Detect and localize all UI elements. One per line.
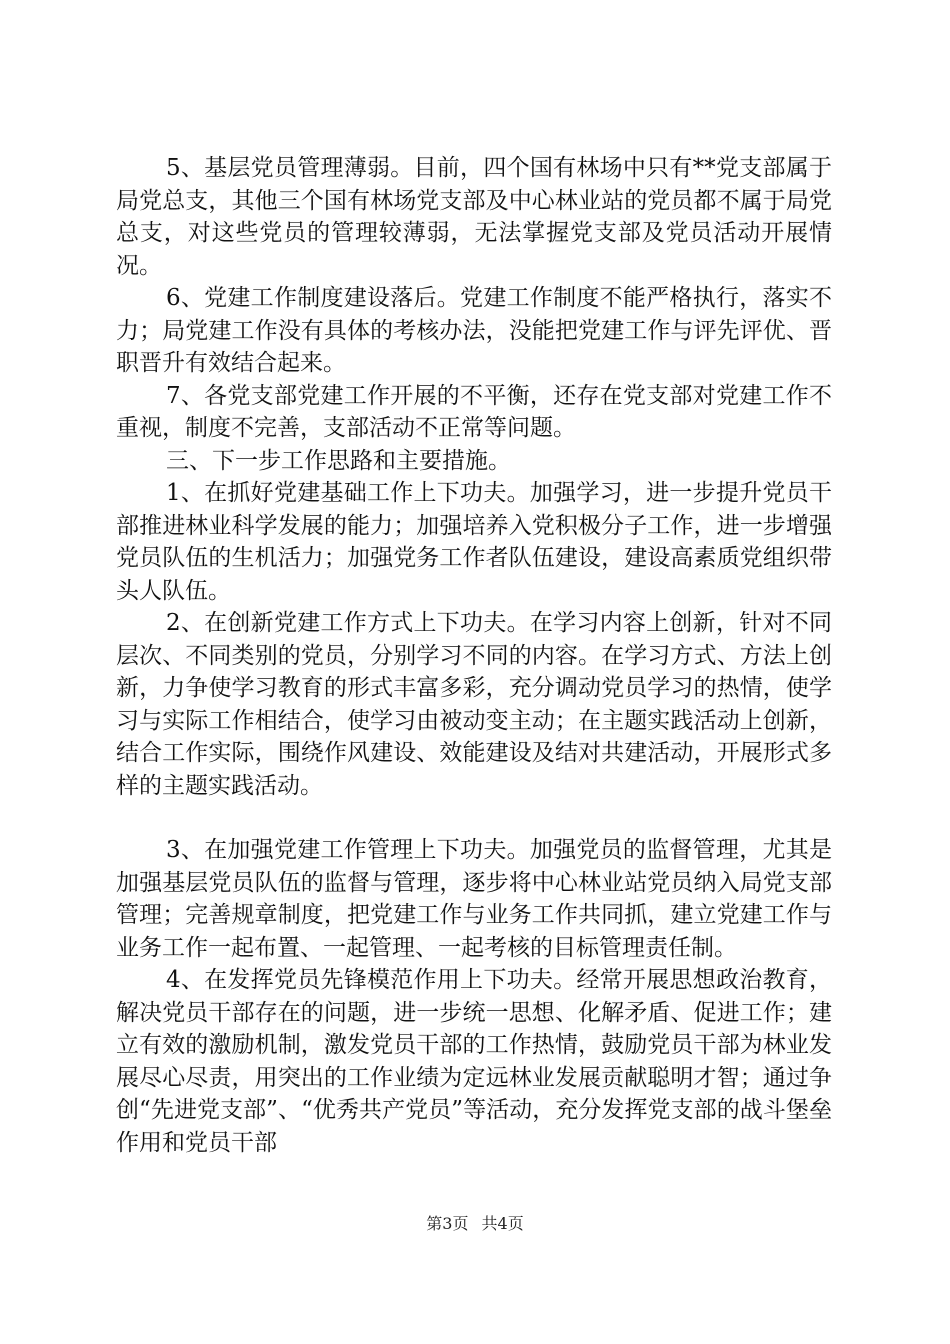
document-body bbox=[116, 152, 832, 1159]
page-number: 第3页 bbox=[426, 1214, 469, 1233]
measure-item-3: 3、在加强党建工作管理上下功夫。加强党员的监督管理，尤其是加强基层党员队伍的监督与管理，逐步将中心林业站党员纳入局党支部管理；完善规章制度，把党建工作与业务工作共同抓，建立党建工作与业务工作一起布置、一起管理、一起考核的目标管理责任制。 bbox=[116, 837, 832, 961]
measure-item-2: 2、在创新党建工作方式上下功夫。在学习内容上创新，针对不同层次、不同类别的党员，分别学习不同的内容。在学习方式、方法上创新，力争使学习教育的形式丰富多彩，充分调动党员学习的热情，使学习与实际工作相结合，使学习由被动变主动；在主题实践活动上创新，结合工作实际，围绕作风建设、效能建设及结对共建活动，开展形式多样的主题实践活动。 bbox=[116, 610, 832, 799]
paragraph-item-6: 6、党建工作制度建设落后。党建工作制度不能严格执行，落实不力；局党建工作没有具体的考核办法，没能把党建工作与评先评优、晋职晋升有效结合起来。 bbox=[116, 285, 832, 376]
page-footer bbox=[0, 1211, 950, 1234]
section-heading: 三、下一步工作思路和主要措施。 bbox=[166, 447, 511, 474]
paragraph-item-7: 7、各党支部党建工作开展的不平衡，还存在党支部对党建工作不重视，制度不完善，支部活动不正常等问题。 bbox=[116, 382, 832, 441]
paragraph-item-5: 5、基层党员管理薄弱。目前，四个国有林场中只有**党支部属于局党总支，其他三个国有林场党支部及中心林业站的党员都不属于局党总支，对这些党员的管理较薄弱，无法掌握党支部及党员活动开展情况。 bbox=[116, 155, 832, 279]
paragraph-spacer bbox=[116, 802, 832, 834]
measure-item-4: 4、在发挥党员先锋模范作用上下功夫。经常开展思想政治教育，解决党员干部存在的问题，进一步统一思想、化解矛盾、促进工作；建立有效的激励机制，激发党员干部的工作热情，鼓励党员干部为林业发展尽心尽责，用突出的工作业绩为定远林业发展贡献聪明才智；通过争创“先进党支部”、“优秀共产党员”等活动，充分发挥党支部的战斗堡垒作用和党员干部 bbox=[116, 967, 832, 1156]
measure-item-1: 1、在抓好党建基础工作上下功夫。加强学习，进一步提升党员干部推进林业科学发展的能力；加强培养入党积极分子工作，进一步增强党员队伍的生机活力；加强党务工作者队伍建设，建设高素质党组织带头人队伍。 bbox=[116, 480, 832, 604]
page-total: 共4页 bbox=[481, 1214, 524, 1233]
